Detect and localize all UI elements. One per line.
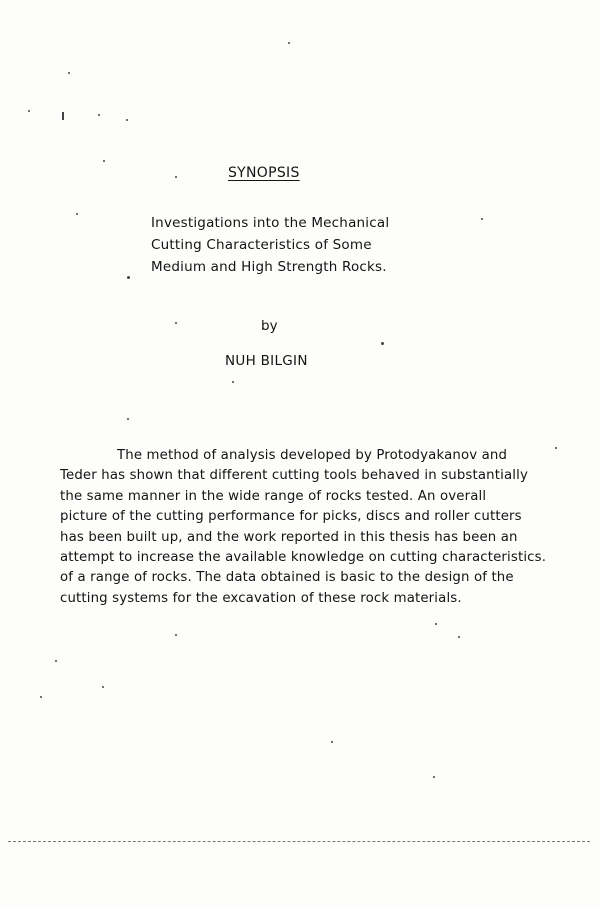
bottom-rule xyxy=(8,841,590,842)
abstract-line: of a range of rocks. The data obtained is basic to the design of the xyxy=(60,570,514,586)
scan-speck xyxy=(68,72,70,74)
scan-speck xyxy=(127,418,129,420)
scan-speck xyxy=(175,634,177,636)
scan-speck xyxy=(232,381,234,383)
scan-speck xyxy=(175,322,177,324)
title-line: Cutting Characteristics of Some xyxy=(151,237,372,253)
scan-speck xyxy=(175,176,177,178)
thesis-title xyxy=(151,212,389,278)
abstract-line: cutting systems for the excavation of these rock materials. xyxy=(60,590,462,606)
abstract-line: The method of analysis developed by Protodyakanov and xyxy=(117,448,508,463)
title-line: Medium and High Strength Rocks. xyxy=(151,259,387,275)
by-label: by xyxy=(261,318,278,334)
scan-speck xyxy=(62,112,64,120)
scan-speck xyxy=(55,660,57,662)
scan-speck xyxy=(40,696,42,698)
scan-speck xyxy=(288,42,290,44)
scan-speck xyxy=(331,741,333,743)
abstract-line: the same manner in the wide range of rocks tested. An overall xyxy=(60,488,487,504)
scan-speck xyxy=(98,114,100,116)
abstract-paragraph xyxy=(60,446,580,609)
scan-speck xyxy=(435,623,437,625)
title-line: Investigations into the Mechanical xyxy=(151,215,390,231)
scan-speck xyxy=(381,342,384,345)
abstract-line: picture of the cutting performance for picks, discs and roller cutters xyxy=(60,509,522,525)
abstract-line: attempt to increase the available knowledge on cutting characteristics. xyxy=(60,550,547,566)
scan-speck xyxy=(103,160,105,162)
scan-speck xyxy=(126,119,128,121)
scan-speck xyxy=(127,276,130,279)
scan-speck xyxy=(433,776,435,778)
abstract-line: has been built up, and the work reported in this thesis has been an xyxy=(60,529,518,545)
abstract-line: Teder has shown that different cutting tools behaved in substantially xyxy=(60,468,528,484)
author-name: NUH BILGIN xyxy=(225,353,308,369)
synopsis-heading: SYNOPSIS xyxy=(228,165,300,181)
scan-speck xyxy=(76,213,78,215)
scan-speck xyxy=(481,218,483,220)
scan-speck xyxy=(458,636,460,638)
scan-speck xyxy=(28,110,30,112)
scan-speck xyxy=(102,686,104,688)
